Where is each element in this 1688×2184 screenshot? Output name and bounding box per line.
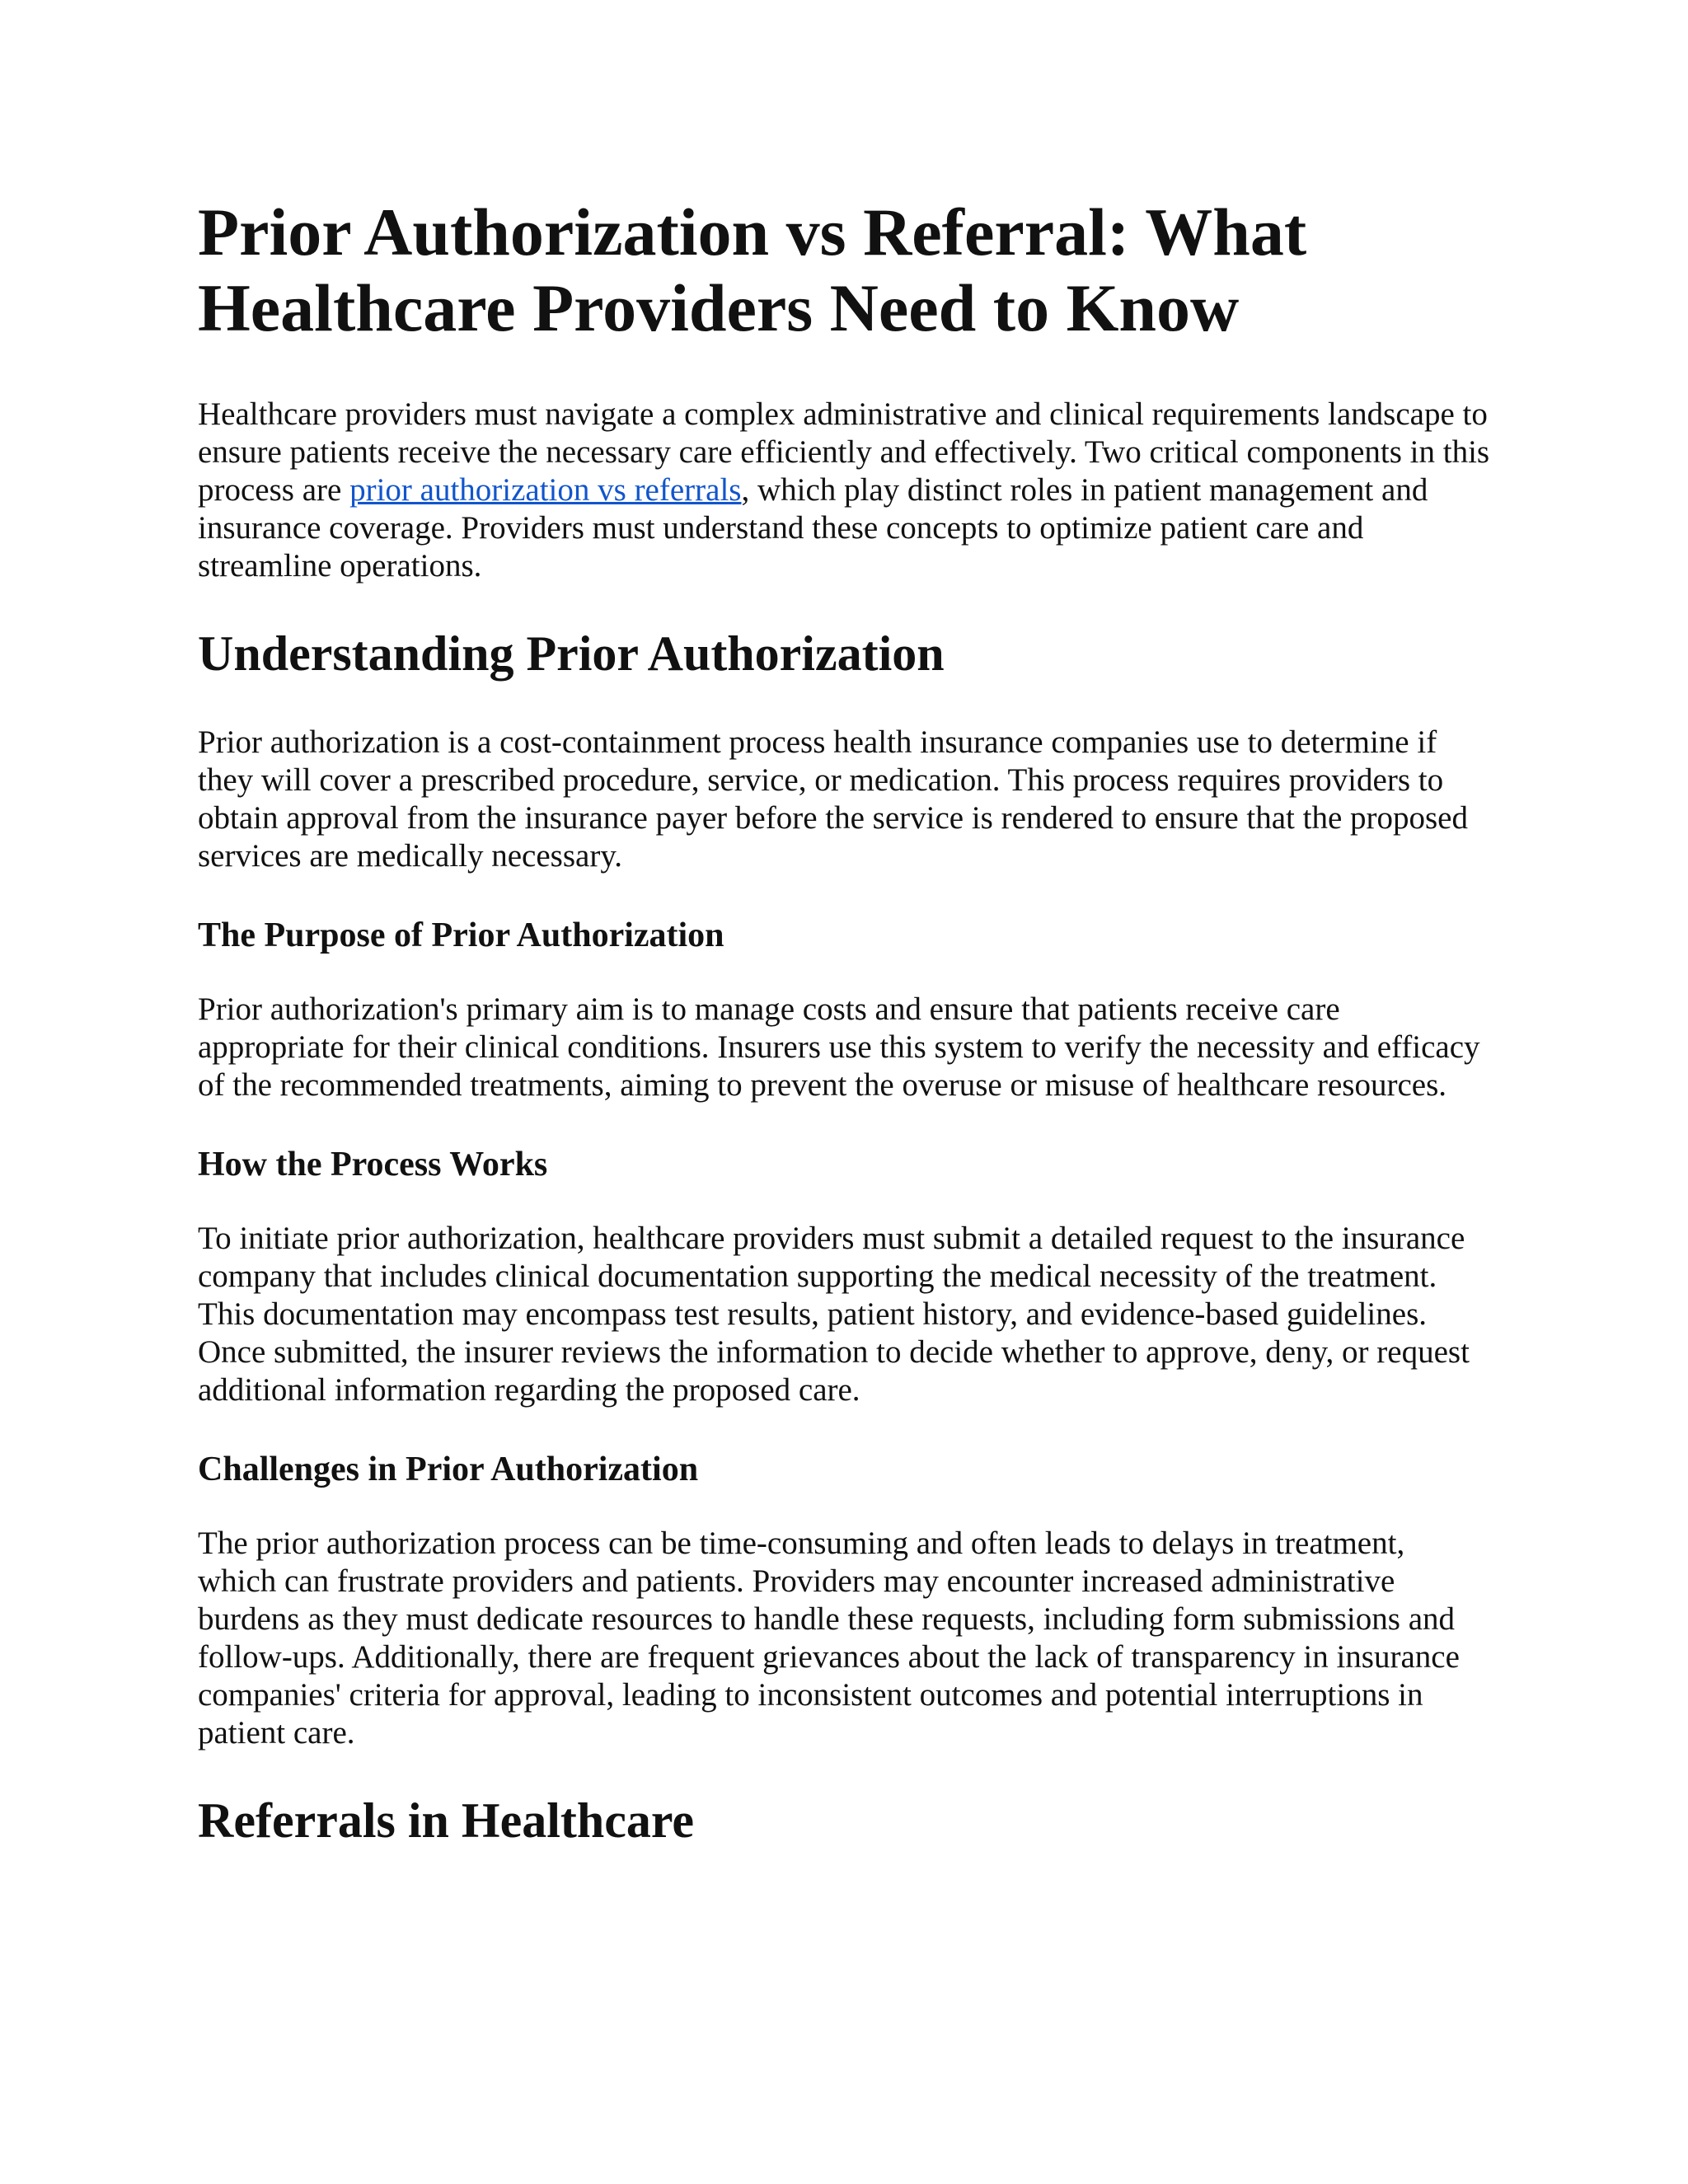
subsection-heading-process: How the Process Works [198, 1146, 548, 1183]
subsection-paragraph-process: To initiate prior authorization, healthcare providers must submit a detailed request to the insurance company that includes clinical documentation supporting the medical necessity of the treatment. This documentation may encompass test results, patient history, and evidence-based guidelines. Once submitted, the insurer reviews the information to decide whether to approve, deny, or request additional information regarding the proposed care. [198, 1221, 1470, 1408]
prior-authorization-vs-referrals-link[interactable]: prior authorization vs referrals [349, 472, 742, 508]
section-heading-understanding-prior-authorization: Understanding Prior Authorization [198, 626, 945, 681]
intro-paragraph [198, 396, 1490, 585]
subsection-paragraph-challenges: The prior authorization process can be time-consuming and often leads to delays in treatment, which can frustrate providers and patients. Providers may encounter increased administrative burdens as they must dedicate resources to handle these requests, including form submissions and follow-ups. Additionally, there are frequent grievances about the lack of transparency in insurance companies' criteria for approval, leading to inconsistent outcomes and potential interruptions in patient care. [198, 1526, 1460, 1750]
page-title: Prior Authorization vs Referral: What Healthcare Providers Need to Know [198, 194, 1307, 345]
subsection-paragraph-purpose: Prior authorization's primary aim is to manage costs and ensure that patients receive care appropriate for their clinical conditions. Insurers use this system to verify the necessity and efficacy of the recommended treatments, aiming to prevent the overuse or misuse of healthcare resources. [198, 991, 1480, 1103]
intro-text-after-link: , which play distinct roles in patient management and insurance coverage. Providers must understand these concepts to optimize patient care and streamline operations. [198, 472, 1428, 583]
section-heading-referrals: Referrals in Healthcare [198, 1793, 695, 1848]
subsection-heading-challenges: Challenges in Prior Authorization [198, 1451, 699, 1488]
section-paragraph-understanding-prior-authorization: Prior authorization is a cost-containment process health insurance companies use to determine if they will cover a prescribed procedure, service, or medication. This process requires providers to obtain approval from the insurance payer before the service is rendered to ensure that the proposed services are medically necessary. [198, 724, 1468, 874]
intro-text-before-link: Healthcare providers must navigate a complex administrative and clinical requirements landscape to ensure patients receive the necessary care efficiently and effectively. Two critical components in this process are [198, 396, 1490, 508]
subsection-heading-purpose: The Purpose of Prior Authorization [198, 916, 724, 954]
